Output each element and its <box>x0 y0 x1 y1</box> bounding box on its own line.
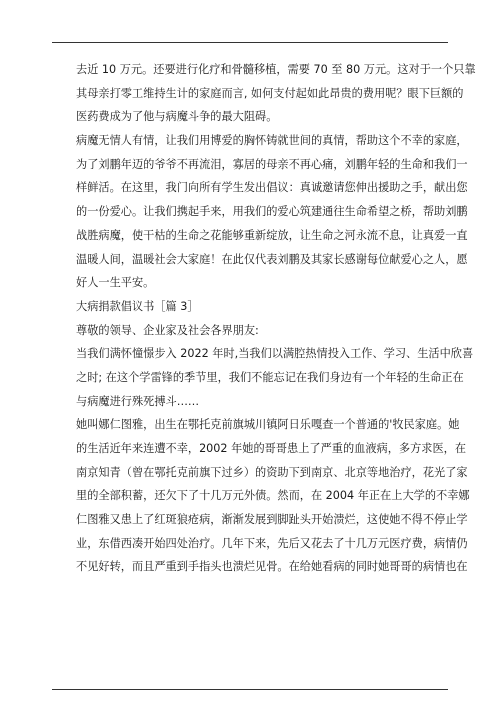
text-line: 她叫娜仁图雅，出生在鄂托克前旗城川镇阿日乐嘎查一个普通的'牧民家庭。她 <box>76 418 460 432</box>
text-line: 样鲜活。在这里，我门向所有学生发出倡议：真诚邀请您伸出援助之手，献出您 <box>76 181 468 195</box>
text-line: 去近 10 万元。还要进行化疗和骨髓移植，需要 70 至 80 万元。这对于一个只靠 <box>76 63 476 76</box>
text-line: 当我们满怀憧憬步入 2022 年时,当我们以满腔热情投入工作、学习、生活中欣喜 <box>76 347 474 361</box>
text-line: 好人一生平安。 <box>76 276 155 290</box>
text-line: 为了刘鹏年迈的爷爷不再流泪，寡居的母亲不再心痛，刘鹏年轻的生命和我们一 <box>76 157 468 171</box>
text-line: 的生活近年来连遭不幸，2002 年她的哥哥患上了严重的血液病，多方求医，在 <box>76 442 467 455</box>
document-body <box>76 58 476 579</box>
text-line: 里的全部积蓄，还欠下了十几万元外债。然而，在 2004 年正在上大学的不幸娜 <box>76 489 470 503</box>
text-line: 战胜病魔，使干枯的生命之花能够重新绽放，让生命之河永流不息，让真爱一直 <box>76 228 468 242</box>
header-rule <box>52 42 448 43</box>
section-title: 大病捐款倡议书［篇 3］ <box>76 299 199 313</box>
text-line: 仁图雅又患上了红斑狼疮病，渐渐发展到脚趾头开始溃烂，这使她不得不停止学 <box>76 513 468 527</box>
footer-rule <box>52 689 448 690</box>
text-line: 南京知青（曾在鄂托克前旗下过乡）的资助下到南京、北京等地治疗，花光了家 <box>76 465 468 479</box>
text-line: 的一份爱心。让我们携起手来，用我们的爱心筑建通往生命希望之桥，帮助刘鹏 <box>76 205 468 219</box>
text-line: 之时; 在这个学雷锋的季节里，我们不能忘记在我们身边有一个年轻的生命正在 <box>76 370 464 384</box>
text-line: 不见好转，而且严重到手指头也溃烂见骨。在给她看病的同时她哥哥的病情也在 <box>76 560 468 574</box>
text-line: 医药费成为了他与病魔斗争的最大阻碍。 <box>76 110 278 124</box>
text-line: 与病魔进行殊死搏斗…… <box>76 394 200 408</box>
text-line: 业，东借西凑开始四处治疗。几年下来，先后又花去了十几万元医疗费，病情仍 <box>76 536 468 550</box>
text-line: 温暖人间，温暖社会大家庭！在此仅代表刘鹏及其家长感谢每位献爱心之人，愿 <box>76 252 468 266</box>
salutation: 尊敬的领导、企业家及社会各界朋友: <box>76 323 259 337</box>
text-line: 病魔无情人有情，让我们用博爱的胸怀铸就世间的真情，帮助这个不幸的家庭， <box>76 134 468 148</box>
text-line: 其母亲打零工维持生计的家庭而言, 如何支付起如此昂贵的费用呢？眼下巨额的 <box>76 86 464 100</box>
